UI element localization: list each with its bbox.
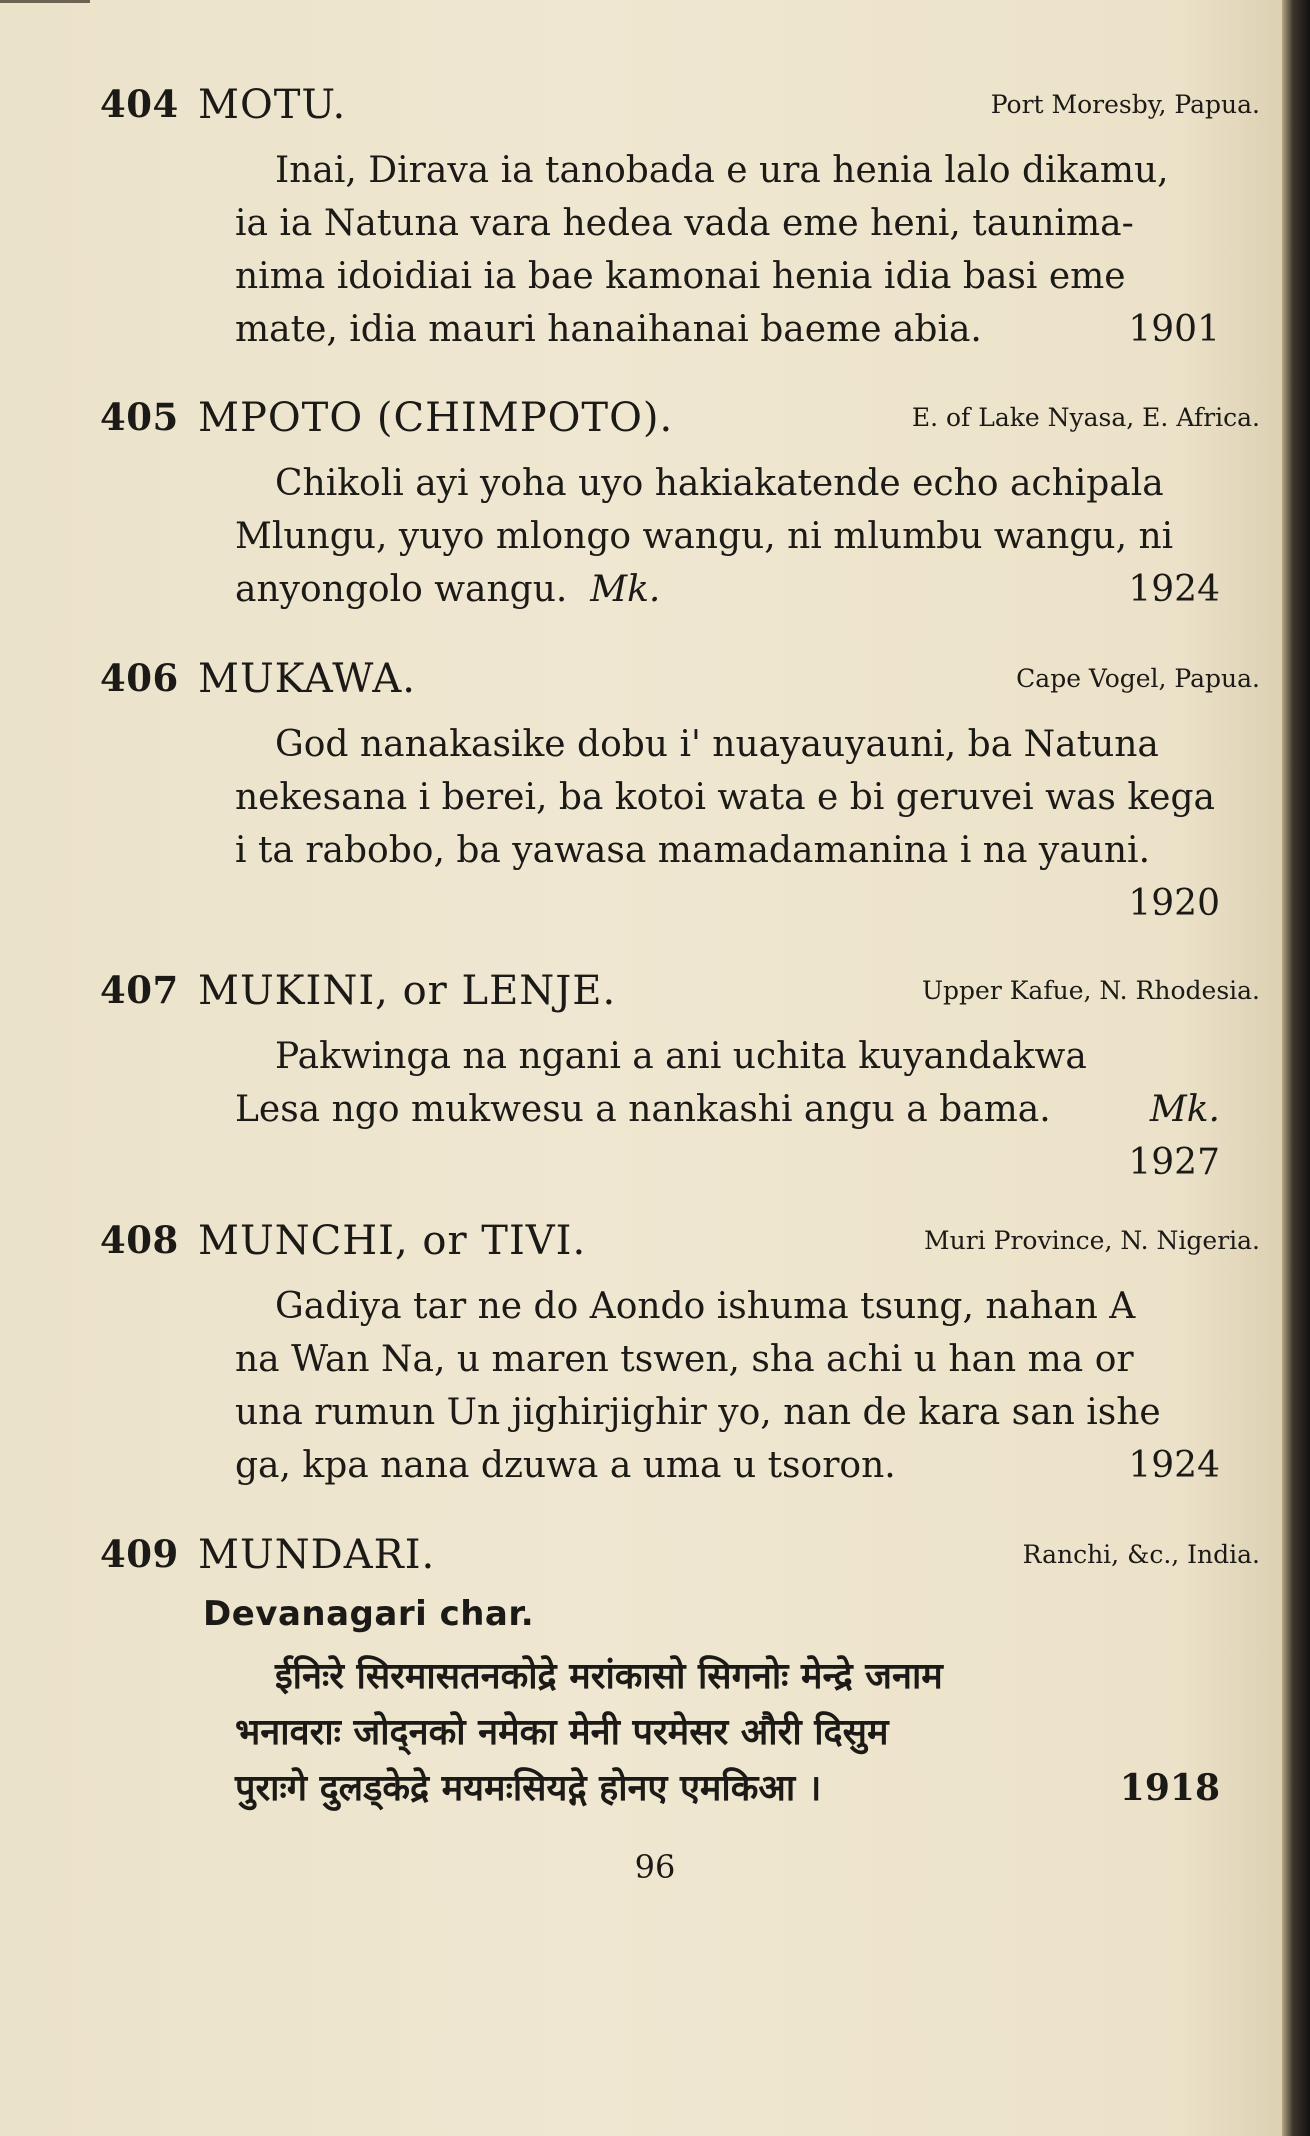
year: 1924 <box>1128 569 1220 610</box>
entry-number: 404 <box>100 82 179 126</box>
location: Ranchi, &c., India. <box>1022 1540 1260 1569</box>
text-line: Chikoli ayi yoha uyo hakiakatende echo achipala <box>275 463 1164 504</box>
text-line: una rumun Un jighirjighir yo, nan de kara san ishe <box>235 1392 1161 1433</box>
text-line: Mlungu, yuyo mlongo wangu, ni mlumbu wangu, ni <box>235 516 1174 557</box>
language-name: MUKINI, or LENJE. <box>198 968 617 1014</box>
text-line-content: Lesa ngo mukwesu a nankashi angu a bama. <box>235 1089 1051 1130</box>
entry-header <box>100 82 1260 144</box>
text-line: i ta rabobo, ba yawasa mamadamanina i na yauni. <box>235 830 1151 871</box>
entry-text <box>235 718 1220 924</box>
year: 1920 <box>1128 883 1220 924</box>
language-name: MUNCHI, or TIVI. <box>198 1218 587 1264</box>
year: 1927 <box>1128 1142 1220 1183</box>
text-line <box>235 1760 1220 1816</box>
text-line <box>235 1439 1220 1492</box>
entry-number: 406 <box>100 656 179 700</box>
entry-header <box>100 968 1260 1030</box>
language-name: MPOTO (CHIMPOTO). <box>198 395 674 441</box>
text-line: Pakwinga na ngani a ani uchita kuyandakwa <box>275 1036 1087 1077</box>
text-line: ia ia Natuna vara hedea vada eme heni, taunima- <box>235 203 1134 244</box>
entry-text <box>235 457 1220 616</box>
entry-409 <box>100 1532 1260 1816</box>
location: Cape Vogel, Papua. <box>1016 664 1260 693</box>
text-line: ईनिःरे सिरमासतनकोद्रे मरांकासो सिगनोः मेन्द्रे जनाम <box>275 1655 943 1697</box>
text-line-content: ga, kpa nana dzuwa a uma u tsoron. <box>235 1445 896 1486</box>
language-name: MOTU. <box>198 82 347 128</box>
text-line <box>235 563 1220 616</box>
entry-header <box>100 395 1260 457</box>
entry-header <box>100 656 1260 718</box>
entry-405 <box>100 395 1260 616</box>
entry-text <box>235 1648 1220 1816</box>
entry-header <box>100 1532 1260 1594</box>
language-name: MUNDARI. <box>198 1532 436 1578</box>
entry-408 <box>100 1218 1260 1492</box>
entry-406 <box>100 656 1260 930</box>
entry-number: 408 <box>100 1218 179 1262</box>
location: Port Moresby, Papua. <box>990 90 1260 119</box>
text-line: Inai, Dirava ia tanobada e ura henia lalo dikamu, <box>275 150 1169 191</box>
text-line: na Wan Na, u maren tswen, sha achi u han ma or <box>235 1339 1134 1380</box>
script-subtitle: Devanagari char. <box>203 1594 535 1634</box>
abbreviation: Mk. <box>590 569 661 610</box>
location: Upper Kafue, N. Rhodesia. <box>921 976 1260 1005</box>
book-spine-shadow <box>1282 0 1310 2136</box>
text-line: nima idoidiai ia bae kamonai henia idia basi eme <box>235 256 1126 297</box>
text-line <box>235 1083 1220 1136</box>
language-name: MUKAWA. <box>198 656 416 702</box>
top-rule <box>0 0 90 3</box>
text-line: nekesana i berei, ba kotoi wata e bi geruvei was kega <box>235 777 1215 818</box>
entry-text <box>235 1030 1220 1183</box>
page-number: 96 <box>634 1848 676 1886</box>
year: 1901 <box>1128 309 1220 350</box>
entry-number: 405 <box>100 395 179 439</box>
text-line <box>235 303 1220 356</box>
text-line: Gadiya tar ne do Aondo ishuma tsung, nahan A <box>275 1286 1136 1327</box>
text-line: God nanakasike dobu i' nuayauyauni, ba Natuna <box>275 724 1159 765</box>
entry-number: 409 <box>100 1532 179 1576</box>
entry-text <box>235 1280 1220 1492</box>
entry-number: 407 <box>100 968 179 1012</box>
entry-header <box>100 1218 1260 1280</box>
entry-text <box>235 144 1220 356</box>
text-line-content: anyongolo wangu. <box>235 569 568 610</box>
year: 1924 <box>1128 1445 1220 1486</box>
entry-407 <box>100 968 1260 1189</box>
abbreviation: Mk. <box>1149 1089 1220 1130</box>
text-line: भनावराः जोद्नको नमेका मेनी परमेसर औरी दिसुम <box>235 1711 889 1753</box>
text-line-content: पुराःगे दुलड्केद्रे मयमःसियद्गे होनए एमकिआ । <box>235 1767 822 1809</box>
text-line-content: mate, idia mauri hanaihanai baeme abia. <box>235 309 982 350</box>
entry-404 <box>100 82 1260 356</box>
location: Muri Province, N. Nigeria. <box>924 1226 1260 1255</box>
location: E. of Lake Nyasa, E. Africa. <box>911 403 1260 432</box>
year: 1918 <box>1119 1767 1220 1809</box>
